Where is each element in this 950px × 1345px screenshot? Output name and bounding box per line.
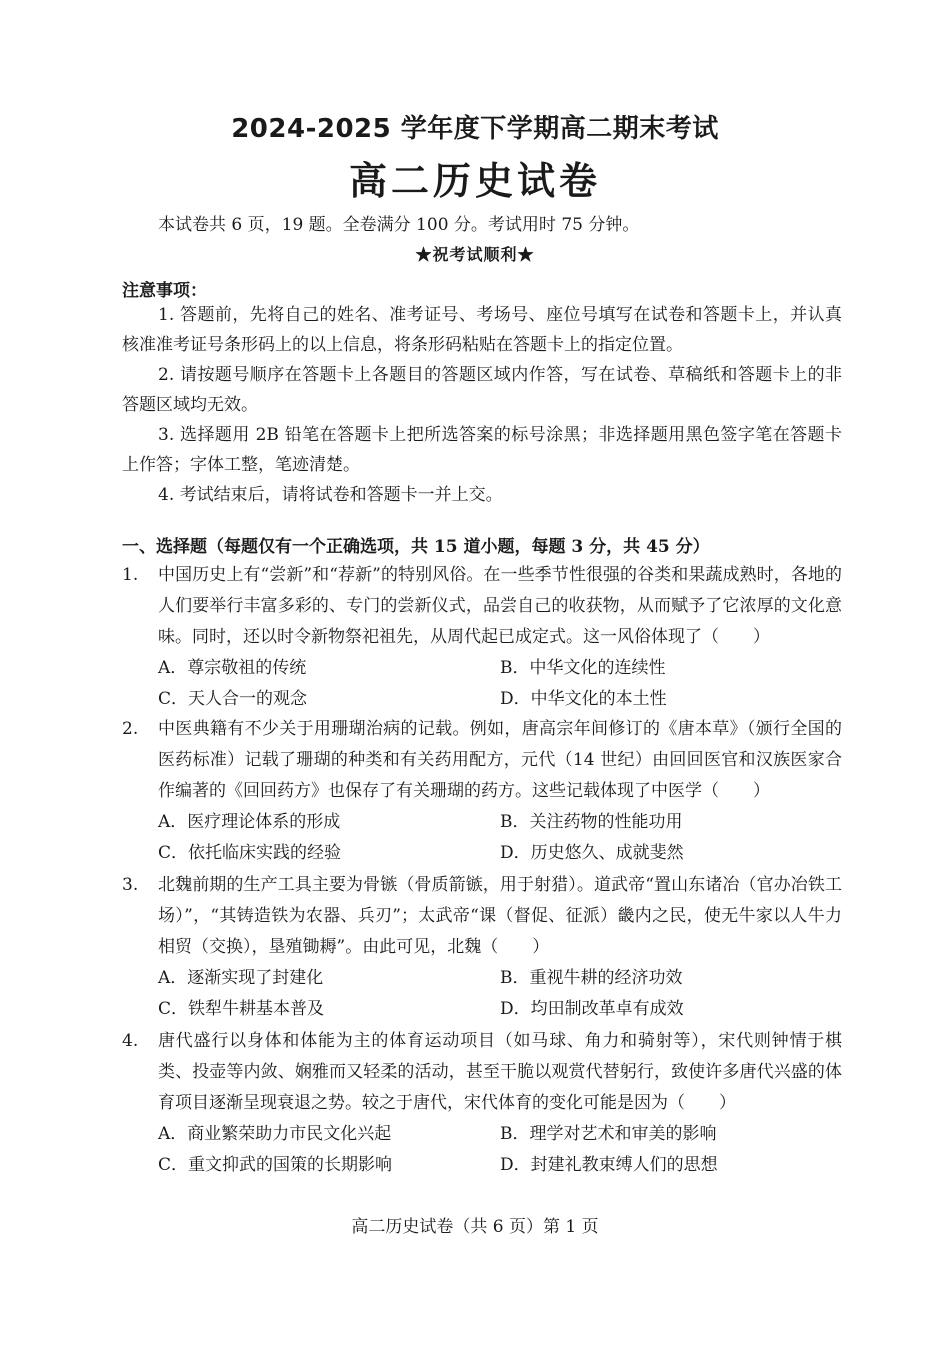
question-stem: 北魏前期的生产工具主要为骨镞（骨质箭镞，用于射猎）。道武帝“置山东诸冶（官办冶铁工场）”，“其铸造铁为农器、兵刃”；太武帝“课（督促、征派）畿内之民，使无牛家以人牛力相贸（交换），垦殖锄耨”。由此可见，北魏（ ） (158, 875, 842, 957)
question-number: 3. (122, 875, 139, 895)
question-stem: 唐代盛行以身体和体能为主的体育运动项目（如马球、角力和骑射等），宋代则钟情于棋类、投壶等内敛、娴雅而又轻柔的活动，甚至干脆以观赏代替躬行，致使许多唐代兴盛的体育项目逐渐呈现衰退之势。较之于唐代，宋代体育的变化可能是因为（ ） (158, 1031, 842, 1113)
option-d: D．历史悠久、成就斐然 (500, 843, 684, 863)
question-number: 1. (122, 565, 139, 585)
note-item: 3. 选择题用 2B 铅笔在答题卡上把所选答案的标号涂黑；非选择题用黑色签字笔在答题卡上作答；字体工整，笔迹清楚。 (122, 425, 842, 475)
option-b: B．中华文化的连续性 (500, 658, 666, 678)
question-4 (122, 1026, 842, 1181)
question-number: 2. (122, 719, 139, 739)
option-d: D．封建礼教束缚人们的思想 (500, 1155, 718, 1175)
page-footer: 高二历史试卷（共 6 页）第 1 页 (351, 1217, 599, 1237)
option-c: C．天人合一的观念 (158, 689, 308, 709)
option-d: D．均田制改革卓有成效 (500, 999, 684, 1019)
question-3 (122, 870, 842, 1025)
option-d: D．中华文化的本土性 (500, 689, 667, 709)
option-c: C．铁犁牛耕基本普及 (158, 999, 325, 1019)
notes-heading: 注意事项： (122, 281, 207, 301)
exam-intro: 本试卷共 6 页，19 题。全卷满分 100 分。考试用时 75 分钟。 (158, 215, 640, 235)
option-c: C．依托临床实践的经验 (158, 843, 342, 863)
note-item: 4. 考试结束后，请将试卷和答题卡一并上交。 (158, 485, 503, 505)
option-a: A．商业繁荣助力市民文化兴起 (158, 1124, 392, 1144)
question-stem: 中国历史上有“尝新”和“荐新”的特别风俗。在一些季节性很强的谷类和果蔬成熟时，各地的人们要举行丰富多彩的、专门的尝新仪式，品尝自己的收获物，从而赋予了它浓厚的文化意味。同时，还以时令新物祭祀祖先，从周代起已成定式。这一风俗体现了（ ） (158, 565, 842, 647)
good-luck-banner: ★祝考试顺利★ (415, 245, 535, 264)
option-c: C．重文抑武的国策的长期影响 (158, 1155, 393, 1175)
option-b: B．关注药物的性能功用 (500, 812, 683, 832)
question-number: 4. (122, 1031, 139, 1051)
question-1 (122, 560, 842, 715)
question-2 (122, 714, 842, 869)
option-a: A．医疗理论体系的形成 (158, 812, 341, 832)
exam-title: 2024-2025 学年度下学期高二期末考试 (231, 114, 719, 144)
note-item: 2. 请按题号顺序在答题卡上各题目的答题区域内作答，写在试卷、草稿纸和答题卡上的非答题区域均无效。 (122, 365, 842, 415)
option-a: A．尊宗敬祖的传统 (158, 658, 307, 678)
paper-title: 高二历史试卷 (348, 159, 601, 203)
note-item: 1. 答题前，先将自己的姓名、准考证号、考场号、座位号填写在试卷和答题卡上，并认真核准准考证号条形码上的以上信息，将条形码粘贴在答题卡上的指定位置。 (122, 305, 842, 355)
option-b: B．重视牛耕的经济功效 (500, 968, 683, 988)
option-b: B．理学对艺术和审美的影响 (500, 1124, 717, 1144)
question-stem: 中医典籍有不少关于用珊瑚治病的记载。例如，唐高宗年间修订的《唐本草》（颁行全国的医药标准）记载了珊瑚的种类和有关药用配方，元代（14 世纪）由回回医官和汉族医家合作编著的《回回药方》也保存了有关珊瑚的药方。这些记载体现了中医学（ ） (158, 719, 842, 801)
notes-list (122, 300, 842, 510)
option-a: A．逐渐实现了封建化 (158, 968, 324, 988)
section-heading: 一、选择题（每题仅有一个正确选项，共 15 道小题，每题 3 分，共 45 分） (122, 537, 710, 557)
